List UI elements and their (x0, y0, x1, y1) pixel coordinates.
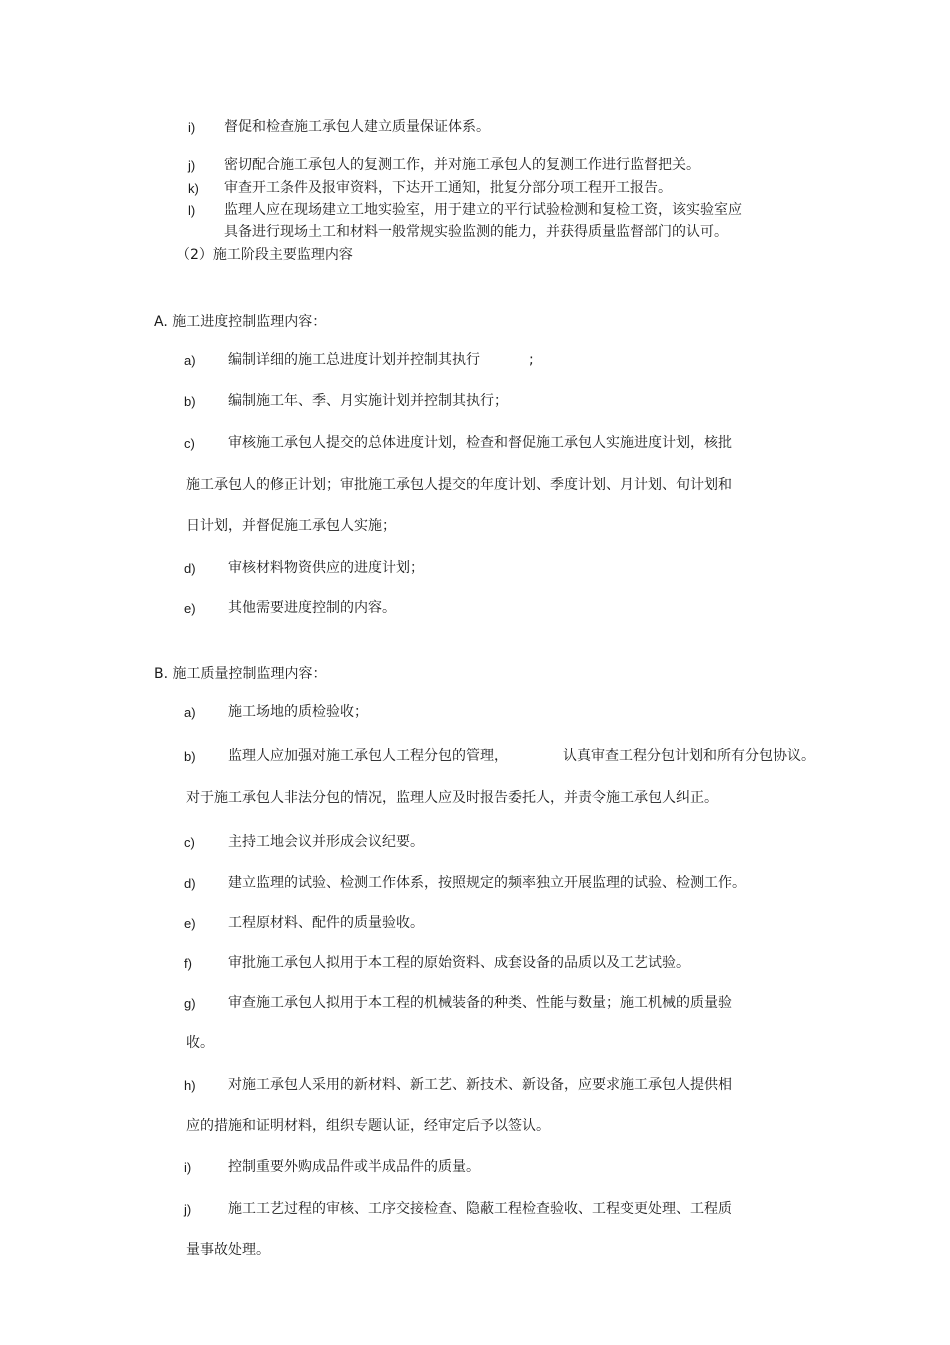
list-marker: d) (184, 876, 196, 891)
list-item-text: 督促和检查施工承包人建立质量保证体系。 (224, 119, 490, 135)
list-item-text: 主持工地会议并形成会议纪要。 (228, 834, 424, 850)
list-item-continuation: 应的措施和证明材料，组织专题认证，经审定后予以签认。 (186, 1118, 550, 1134)
list-item-text: 编制施工年、季、月实施计划并控制其执行； (228, 393, 508, 409)
section-heading: B. 施工质量控制监理内容： (154, 666, 327, 682)
list-item-continuation: 日计划，并督促施工承包人实施； (186, 518, 396, 534)
list-item-text: 审核材料物资供应的进度计划； (228, 560, 424, 576)
list-marker: f) (184, 956, 192, 971)
list-item-text: 施工场地的质检验收； (228, 704, 368, 720)
list-item-text: 控制重要外购成品件或半成品件的质量。 (228, 1159, 480, 1175)
list-item-text: 密切配合施工承包人的复测工作，并对施工承包人的复测工作进行监督把关。 (224, 157, 700, 173)
list-item-text: 监理人应加强对施工承包人工程分包的管理， (228, 748, 508, 764)
list-marker: a) (184, 353, 196, 368)
list-marker: a) (184, 705, 196, 720)
list-item-text: 监理人应在现场建立工地实验室，用于建立的平行试验检测和复检工资，该实验室应 (224, 202, 742, 218)
list-item-text: 审核施工承包人提交的总体进度计划，检查和督促施工承包人实施进度计划，核批 (228, 435, 732, 451)
list-item-text: 编制详细的施工总进度计划并控制其执行 (228, 352, 480, 368)
list-marker: e) (184, 601, 196, 616)
list-marker: b) (184, 749, 196, 764)
section-heading: A. 施工进度控制监理内容： (154, 314, 327, 330)
list-marker: c) (184, 835, 195, 850)
list-marker: j) (184, 1202, 192, 1217)
list-item-text: 施工工艺过程的审核、工序交接检查、隐蔽工程检查验收、工程变更处理、工程质 (228, 1201, 732, 1217)
list-item-continuation: 具备进行现场土工和材料一般常规实验监测的能力，并获得质量监督部门的认可。 (224, 224, 728, 240)
list-marker: i) (184, 1160, 192, 1175)
list-item-continuation: 对于施工承包人非法分包的情况，监理人应及时报告委托人，并责令施工承包人纠正。 (186, 790, 718, 806)
list-item-continuation: 量事故处理。 (186, 1242, 270, 1258)
list-item-continuation: 施工承包人的修正计划；审批施工承包人提交的年度计划、季度计划、月计划、旬计划和 (186, 477, 732, 493)
list-marker: i) (188, 120, 196, 135)
list-marker: c) (184, 436, 195, 451)
list-marker: d) (184, 561, 196, 576)
list-item-tail: ; (529, 352, 534, 368)
list-item-text: 审批施工承包人拟用于本工程的原始资料、成套设备的品质以及工艺试验。 (228, 955, 690, 971)
list-item-text: 建立监理的试验、检测工作体系，按照规定的频率独立开展监理的试验、检测工作。 (228, 875, 746, 891)
list-marker: j) (188, 158, 196, 173)
list-item-text: 审查施工承包人拟用于本工程的机械装备的种类、性能与数量；施工机械的质量验 (228, 995, 732, 1011)
list-marker: k) (188, 181, 199, 196)
list-item-text: 对施工承包人采用的新材料、新工艺、新技术、新设备，应要求施工承包人提供相 (228, 1077, 732, 1093)
list-item-text: 其他需要进度控制的内容。 (228, 600, 396, 616)
list-item-text: 工程原材料、配件的质量验收。 (228, 915, 424, 931)
subheading: （2）施工阶段主要监理内容 (176, 247, 353, 263)
list-item-continuation: 收。 (186, 1035, 214, 1051)
list-item-tail: 认真审查工程分包计划和所有分包协议。 (563, 748, 815, 764)
list-marker: b) (184, 394, 196, 409)
list-marker: h) (184, 1078, 196, 1093)
list-marker: e) (184, 916, 196, 931)
list-item-text: 审查开工条件及报审资料，下达开工通知，批复分部分项工程开工报告。 (224, 180, 672, 196)
list-marker: l) (188, 203, 196, 218)
list-marker: g) (184, 996, 196, 1011)
